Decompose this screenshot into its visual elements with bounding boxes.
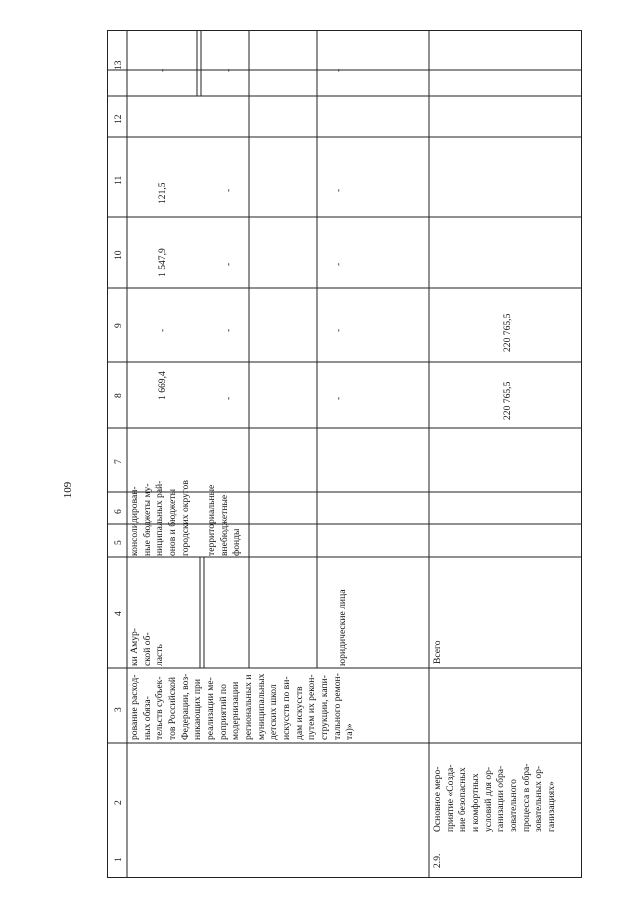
col-number-4: 4 xyxy=(113,611,124,616)
source-3-c10: - xyxy=(333,262,344,266)
row-b-col2: Основное меро- приятие «Созда- ние безопасных и комфортных условий для ор- ганизации обра- зовательного процесса в обра- зовательных ор- ганизациях» xyxy=(432,763,557,832)
source-2-c10: - xyxy=(223,262,234,266)
col-number-7: 7 xyxy=(113,459,124,464)
col-number-2: 2 xyxy=(113,800,124,805)
col-number-13: 13 xyxy=(113,60,124,70)
source-1-c9: - xyxy=(157,328,168,332)
col-number-8: 8 xyxy=(113,393,124,398)
source-2-c13: - xyxy=(223,68,234,72)
source-3-c9: - xyxy=(333,328,344,332)
row-b-c9: 220 765,5 xyxy=(502,313,513,352)
source-2-label: территориальные внебюджетные фонды xyxy=(206,484,243,556)
source-1-c10: 1 547,9 xyxy=(157,248,168,277)
source-1-c13: - xyxy=(157,68,168,72)
col-number-6: 6 xyxy=(113,509,124,514)
col-number-5: 5 xyxy=(113,540,124,545)
source-3-c13: - xyxy=(333,68,344,72)
source-1-c11: 121,5 xyxy=(157,182,168,204)
col-number-10: 10 xyxy=(113,250,124,260)
table-grid xyxy=(107,30,582,878)
page-number: 109 xyxy=(62,481,74,499)
source-3-label: юридические лица xyxy=(337,589,348,666)
source-1-label: консолидирован- ные бюджеты му- ниципальных рай- онов и бюджеты городских округов xyxy=(129,480,191,556)
budget-table xyxy=(107,30,582,878)
col-number-9: 9 xyxy=(113,323,124,328)
source-2-c8: - xyxy=(223,396,234,400)
source-3-c8: - xyxy=(333,396,344,400)
source-2-c11: - xyxy=(223,188,234,192)
source-1-c8: 1 669,4 xyxy=(157,371,168,400)
row-b-c8: 220 765,5 xyxy=(502,381,513,420)
row-a-col2: рование расход- ных обяза- тельств субъек- тов Российской Федерации, воз- никающих при реализации ме- роприятий по модернизации региональных и муниципальных детских школ искусств по ви- дам искусств путем их рекон- струкции, капи- тального ремон- та)» xyxy=(129,673,356,740)
col-number-12: 12 xyxy=(113,114,124,124)
row-a-col3: ки Амур- ской об- ласть xyxy=(129,628,166,666)
row-b-number: 2.9. xyxy=(432,853,443,868)
col-number-3: 3 xyxy=(113,707,124,712)
source-2-c9: - xyxy=(223,328,234,332)
row-b-col4: Всего xyxy=(432,640,443,664)
col-number-1: 1 xyxy=(113,857,124,862)
col-number-11: 11 xyxy=(113,175,124,185)
source-3-c11: - xyxy=(333,188,344,192)
